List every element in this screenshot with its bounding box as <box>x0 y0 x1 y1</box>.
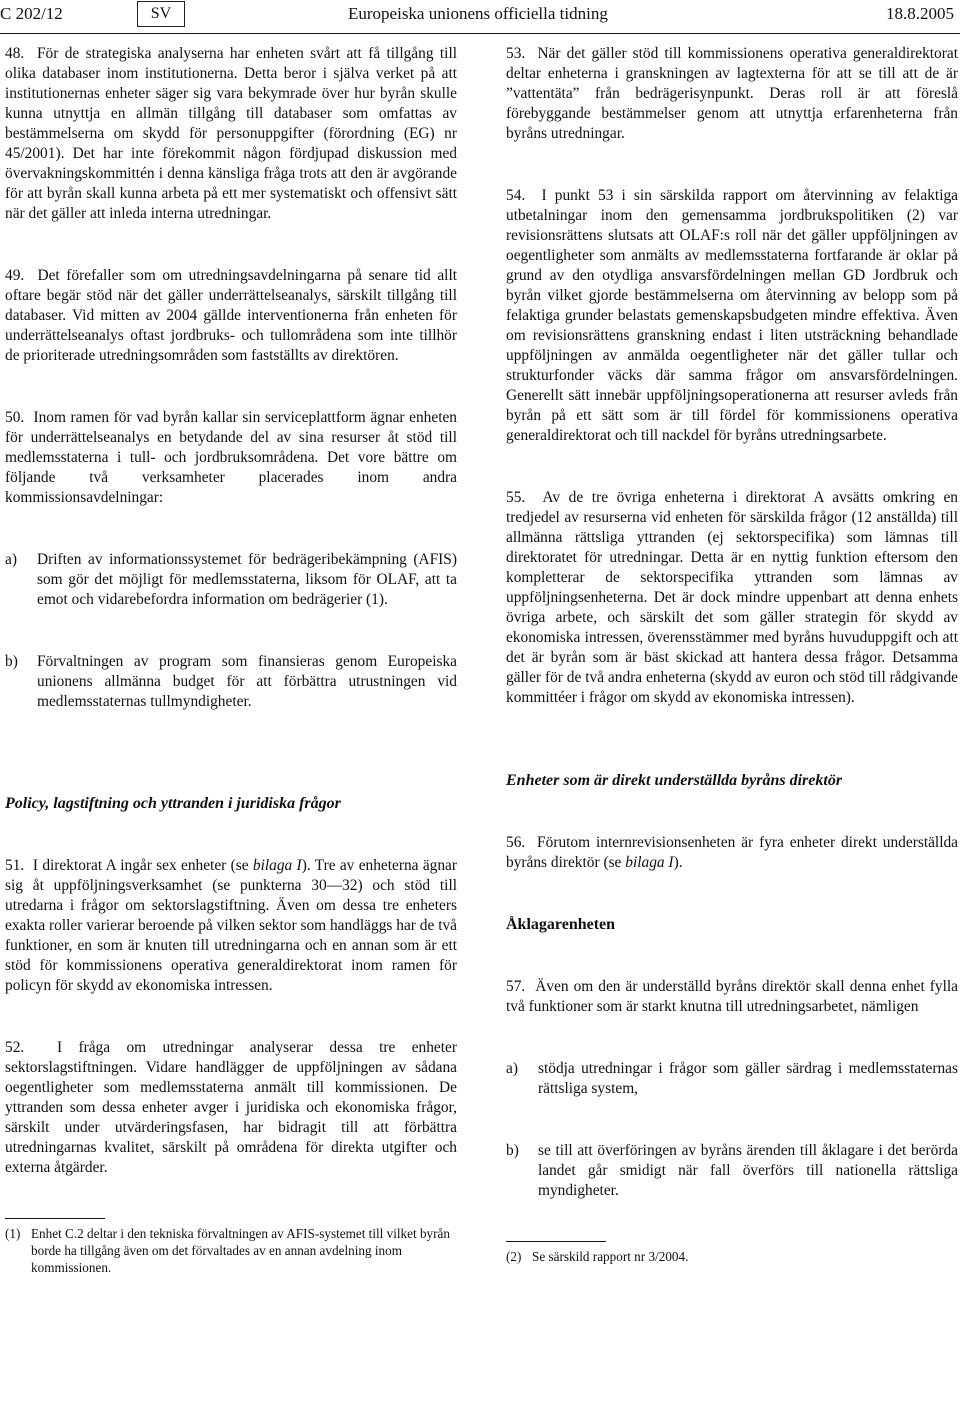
list-label: b) <box>506 1142 519 1159</box>
publication-date: 18.8.2005 <box>886 4 954 23</box>
paragraph-56: 56. Förutom internrevisionsenheten är fyra enheter direkt underställda byråns direktör (se bilaga I). <box>506 834 958 871</box>
header-rule <box>0 33 960 34</box>
list-item-a <box>5 550 457 610</box>
list-text: Driften av informationssystemet för bedrägeribekämpning (AFIS) som gör det möjligt för medlemsstaterna, liksom för OLAF, att ta emot och vidarebefordra information om bedrägerier (1). <box>37 551 457 608</box>
paragraph-51: 51. I direktorat A ingår sex enheter (se bilaga I). Tre av enheterna ägnar sig åt uppföljningsverksamhet (se punkterna 30—32) och stöd till utredarna i frågor om sektorslagstiftning. Även om dessa tre enheters exakta roller varierar beroende på vilken sektor som handläggs har de två funktioner, en som är knuten till utredningarna och en annan som är ett stöd för kommissionens operativa generaldirektorat inom ramen för policyn för skydd av ekonomiska intressen. <box>5 857 458 994</box>
journal-title: Europeiska unionens officiella tidning <box>348 4 608 23</box>
right-column <box>506 44 958 1265</box>
footnote-2 <box>506 1248 958 1265</box>
footnote-text: Enhet C.2 deltar i den tekniska förvaltningen av AFIS-systemet till vilket byrån borde ha tillgång även om det förvaltades av en annan avdelning inom kommissionen. <box>31 1226 450 1275</box>
page-number: C 202/12 <box>0 4 63 23</box>
paragraph-54: 54. I punkt 53 i sin särskilda rapport om återvinning av felaktiga utbetalningar inom den gemensamma jordbrukspolitiken (2) var revisionsrättens slutsats att OLAF:s roll när det gäller uppföljningen av oegentligheter som anmälts av medlemsstaterna fortfarande är oklar på grund av den otydliga ansvarsfördelningen mellan GD Jordbruk och byrån vilket gjorde bestämmelserna om återvinning av belopp som på felaktiga grunder belastats gemenskapsbudgeten mindre effektiva. Även om revisionsrättens granskning endast i liten utsträckning behandlade uppföljningen av anmälda oegentligheter när det gäller tullar och strukturfonder väcks där samma frågor om ansvarsfördelningen. Generellt sätt innebär uppföljningsoperationerna att resurser avleds från byrån på ett sätt som är till fördel för kommissionens operativa generaldirektorat och till nackdel för byråns utredningsarbete. <box>506 187 958 444</box>
footnote-rule <box>506 1241 606 1242</box>
paragraph-49: 49. Det förefaller som om utredningsavdelningarna på senare tid allt oftare begär stöd när det gäller underrättelseanalys, särskilt tillgång till databaser. Vid mitten av 2004 gällde interventionerna från enheten för underrättelseanalys oftast jordbruks- och tullområdena som inte tillhör de prioriterade utredningsområden som fastställts av direktören. <box>5 267 457 364</box>
list-item-b <box>506 1141 958 1201</box>
left-column <box>5 44 457 1276</box>
list-item-b <box>5 652 457 712</box>
list-item-a <box>506 1059 958 1099</box>
paragraph-50: 50. Inom ramen för vad byrån kallar sin serviceplattform ägnar enheten för underrättelseanalys en betydande del av sina resurser åt stöd till medlemsstaterna i tull- och jordbruksområdena. Det vore bättre om följande två verksamheter placerades inom andra kommissionsavdelningar: <box>5 409 457 506</box>
paragraph-55: 55. Av de tre övriga enheterna i direktorat A avsätts omkring en tredjedel av resurserna vid enheten för särskilda frågor (12 anställda) till allmänna rättsliga yttranden (ej sektorspecifika) som lämnas till direktoratet för utredningar. Detta är en nyttig funktion eftersom den kompletterar de sektorspecifika yttranden som lämnas av uppföljningsenheterna. Det är dock mindre uppenbart att denna enhets övriga arbete, och särskilt det som gäller strategin för skydd av ekonomiska intressen, överensstämmer med byråns huvuduppgift och att det är byrån som är bäst skickad att hantera dessa frågor. Detsamma gäller för de två andra enheterna (skydd av euron och stöd till rådgivande kommittéer i frågor om skydd av ekonomiska intressen). <box>506 489 958 706</box>
paragraph-52: 52. I fråga om utredningar analyserar dessa tre enheter sektorslagstiftningen. Vidare handlägger de uppföljningen av sådana oegentligheter som medlemsstaterna anmält till kommissionen. De yttranden som dessa enheter avger i juridiska och ekonomiska frågor, särskilt under utvärderingsfasen, har bidragit till att förbättra utredningarnas kvalitet, särskilt på områdena för direkta utgifter och externa åtgärder. <box>5 1039 457 1176</box>
list-text: se till att överföringen av byråns ärenden till åklagare i det berörda landet går smidigt när fall överförs till nationella rättsliga myndigheter. <box>538 1142 958 1199</box>
footnote-text: Se särskild rapport nr 3/2004. <box>532 1249 689 1264</box>
footnote-label: (1) <box>5 1226 21 1241</box>
list-text: Förvaltningen av program som finansieras genom Europeiska unionens allmänna budget för att förbättra utrustningen vid medlemsstaternas tullmyndigheter. <box>37 653 457 710</box>
section-heading-direct: Enheter som är direkt underställda byråns direktör <box>506 772 843 789</box>
footnote-1 <box>5 1225 457 1276</box>
list-label: a) <box>5 551 17 568</box>
section-heading-prosecutor: Åklagarenheten <box>506 916 616 933</box>
footnote-rule <box>5 1218 105 1219</box>
footnote-label: (2) <box>506 1249 522 1264</box>
list-label: a) <box>506 1060 518 1077</box>
paragraph-53: 53. När det gäller stöd till kommissionens operativa generaldirektorat deltar enheterna i granskningen av lagtexterna för att se till att de är ”vattentäta” från bedrägerisynpunkt. Deras roll är att föreslå förebyggande bestämmelser genom att utnyttja erfarenheterna från byråns utredningar. <box>506 45 958 142</box>
paragraph-57: 57. Även om den är underställd byråns direktör skall denna enhet fylla två funktioner som är starkt knutna till utredningsarbetet, nämligen <box>506 978 958 1015</box>
page-header <box>0 0 960 30</box>
section-heading-policy: Policy, lagstiftning och yttranden i juridiska frågor <box>5 795 341 812</box>
list-label: b) <box>5 653 18 670</box>
language-code-box: SV <box>137 1 185 27</box>
paragraph-48: 48. För de strategiska analyserna har enheten svårt att få tillgång till olika databaser inom institutionerna. Detta beror i själva verket på att institutionernas enheter säger sig vara bekymrade över hur byrån skulle kunna utnyttja en allmän tillgång till databaser som omfattas av bestämmelserna om skydd för personuppgifter (förordning (EG) nr 45/2001). Det har inte förekommit någon fördjupad diskussion med övervakningskommittén i denna känsliga fråga trots att den är avgörande för att byrån skall kunna arbeta på ett mer systematiskt och offensivt sätt när det gäller att inleda interna utredningar. <box>5 45 457 222</box>
list-text: stödja utredningar i frågor som gäller särdrag i medlemsstaternas rättsliga system, <box>538 1060 958 1097</box>
